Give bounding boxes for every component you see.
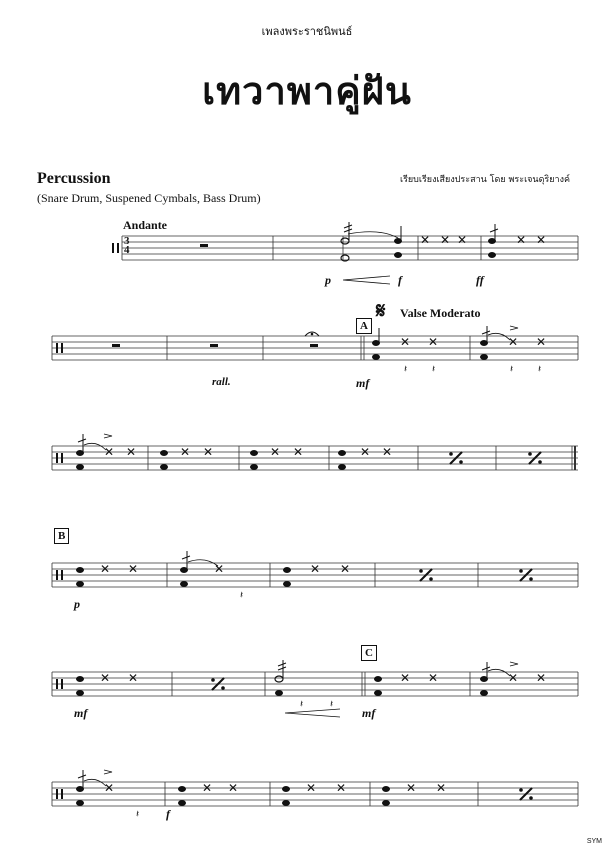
svg-text:✕: ✕ [228, 781, 239, 795]
staff-system-1 [122, 236, 578, 260]
svg-text:✕: ✕ [400, 671, 411, 685]
notes-system-5 [77, 660, 547, 717]
svg-text:✕: ✕ [100, 562, 111, 576]
rall-marking: rall. [212, 376, 231, 388]
svg-text:✕: ✕ [457, 233, 468, 247]
svg-text:𝄽: 𝄽 [240, 590, 244, 601]
tempo-valse: Valse Moderato [400, 306, 481, 320]
footer-code: SYM [586, 838, 602, 845]
svg-text:✕: ✕ [180, 445, 191, 459]
svg-text:✕: ✕ [126, 445, 137, 459]
dynamic-mf: mf [362, 706, 376, 720]
svg-text:✕: ✕ [306, 781, 317, 795]
page-title: เทวาพาคู่ฝัน [202, 69, 412, 113]
svg-text:𝄽: 𝄽 [432, 364, 436, 375]
tempo-andante: Andante [123, 218, 168, 232]
svg-text:𝄽: 𝄽 [330, 699, 334, 710]
svg-text:✕: ✕ [340, 562, 351, 576]
measure-rests [112, 344, 318, 347]
svg-text:✕: ✕ [336, 781, 347, 795]
svg-text:✕: ✕ [508, 671, 519, 685]
svg-text:✕: ✕ [382, 445, 393, 459]
svg-text:✕: ✕ [104, 445, 115, 459]
dynamic-mf: mf [356, 376, 370, 390]
svg-text:✕: ✕ [104, 781, 115, 795]
rehearsal-b: B [54, 528, 69, 544]
time-signature: 3 4 [124, 235, 130, 256]
svg-text:✕: ✕ [270, 445, 281, 459]
notes-system-1 [341, 222, 546, 284]
dynamic-mf: mf [74, 706, 88, 720]
fermata [305, 332, 319, 336]
dynamic-f: f [398, 273, 402, 287]
arranger-credit: เรียบเรียงเสียงประสาน โดย พระเจนดุริยางค์ [400, 175, 570, 185]
svg-text:✕: ✕ [428, 335, 439, 349]
svg-text:✕: ✕ [203, 445, 214, 459]
subtitle: เพลงพระราชนิพนธ์ [261, 25, 353, 38]
svg-text:✕: ✕ [440, 233, 451, 247]
svg-text:✕: ✕ [536, 671, 547, 685]
svg-text:✕: ✕ [310, 562, 321, 576]
svg-text:✕: ✕ [428, 671, 439, 685]
svg-text:✕: ✕ [420, 233, 431, 247]
svg-text:✕: ✕ [508, 335, 519, 349]
dynamic-p: p [74, 597, 80, 611]
svg-text:✕: ✕ [360, 445, 371, 459]
svg-text:✕: ✕ [406, 781, 417, 795]
svg-text:✕: ✕ [400, 335, 411, 349]
svg-text:✕: ✕ [536, 335, 547, 349]
instrument-detail: (Snare Drum, Suspened Cymbals, Bass Drum) [37, 191, 261, 205]
svg-text:✕: ✕ [128, 671, 139, 685]
percussion-clef [112, 243, 119, 253]
dynamic-ff: ff [476, 273, 484, 287]
dynamic-f: f [166, 807, 170, 821]
svg-text:𝄽: 𝄽 [300, 699, 304, 710]
svg-text:𝄽: 𝄽 [538, 364, 542, 375]
svg-text:𝄽: 𝄽 [510, 364, 514, 375]
staff-system-2 [52, 336, 578, 360]
svg-text:✕: ✕ [214, 562, 225, 576]
svg-text:✕: ✕ [536, 233, 547, 247]
svg-text:✕: ✕ [128, 562, 139, 576]
notes-system-2 [373, 326, 547, 375]
notes-system-6 [77, 770, 447, 820]
svg-text:𝄽: 𝄽 [404, 364, 408, 375]
svg-text:✕: ✕ [202, 781, 213, 795]
svg-text:✕: ✕ [100, 671, 111, 685]
rehearsal-a: A [356, 318, 372, 334]
instrument-name: Percussion [37, 170, 111, 187]
segno-sign: 𝄋 [376, 298, 386, 323]
svg-text:✕: ✕ [516, 233, 527, 247]
dynamic-p: p [325, 273, 331, 287]
rehearsal-c: C [361, 645, 377, 661]
measure-rests [200, 244, 208, 247]
svg-text:𝄽: 𝄽 [136, 809, 140, 820]
svg-text:✕: ✕ [293, 445, 304, 459]
notes-system-4 [77, 551, 351, 601]
svg-text:✕: ✕ [436, 781, 447, 795]
